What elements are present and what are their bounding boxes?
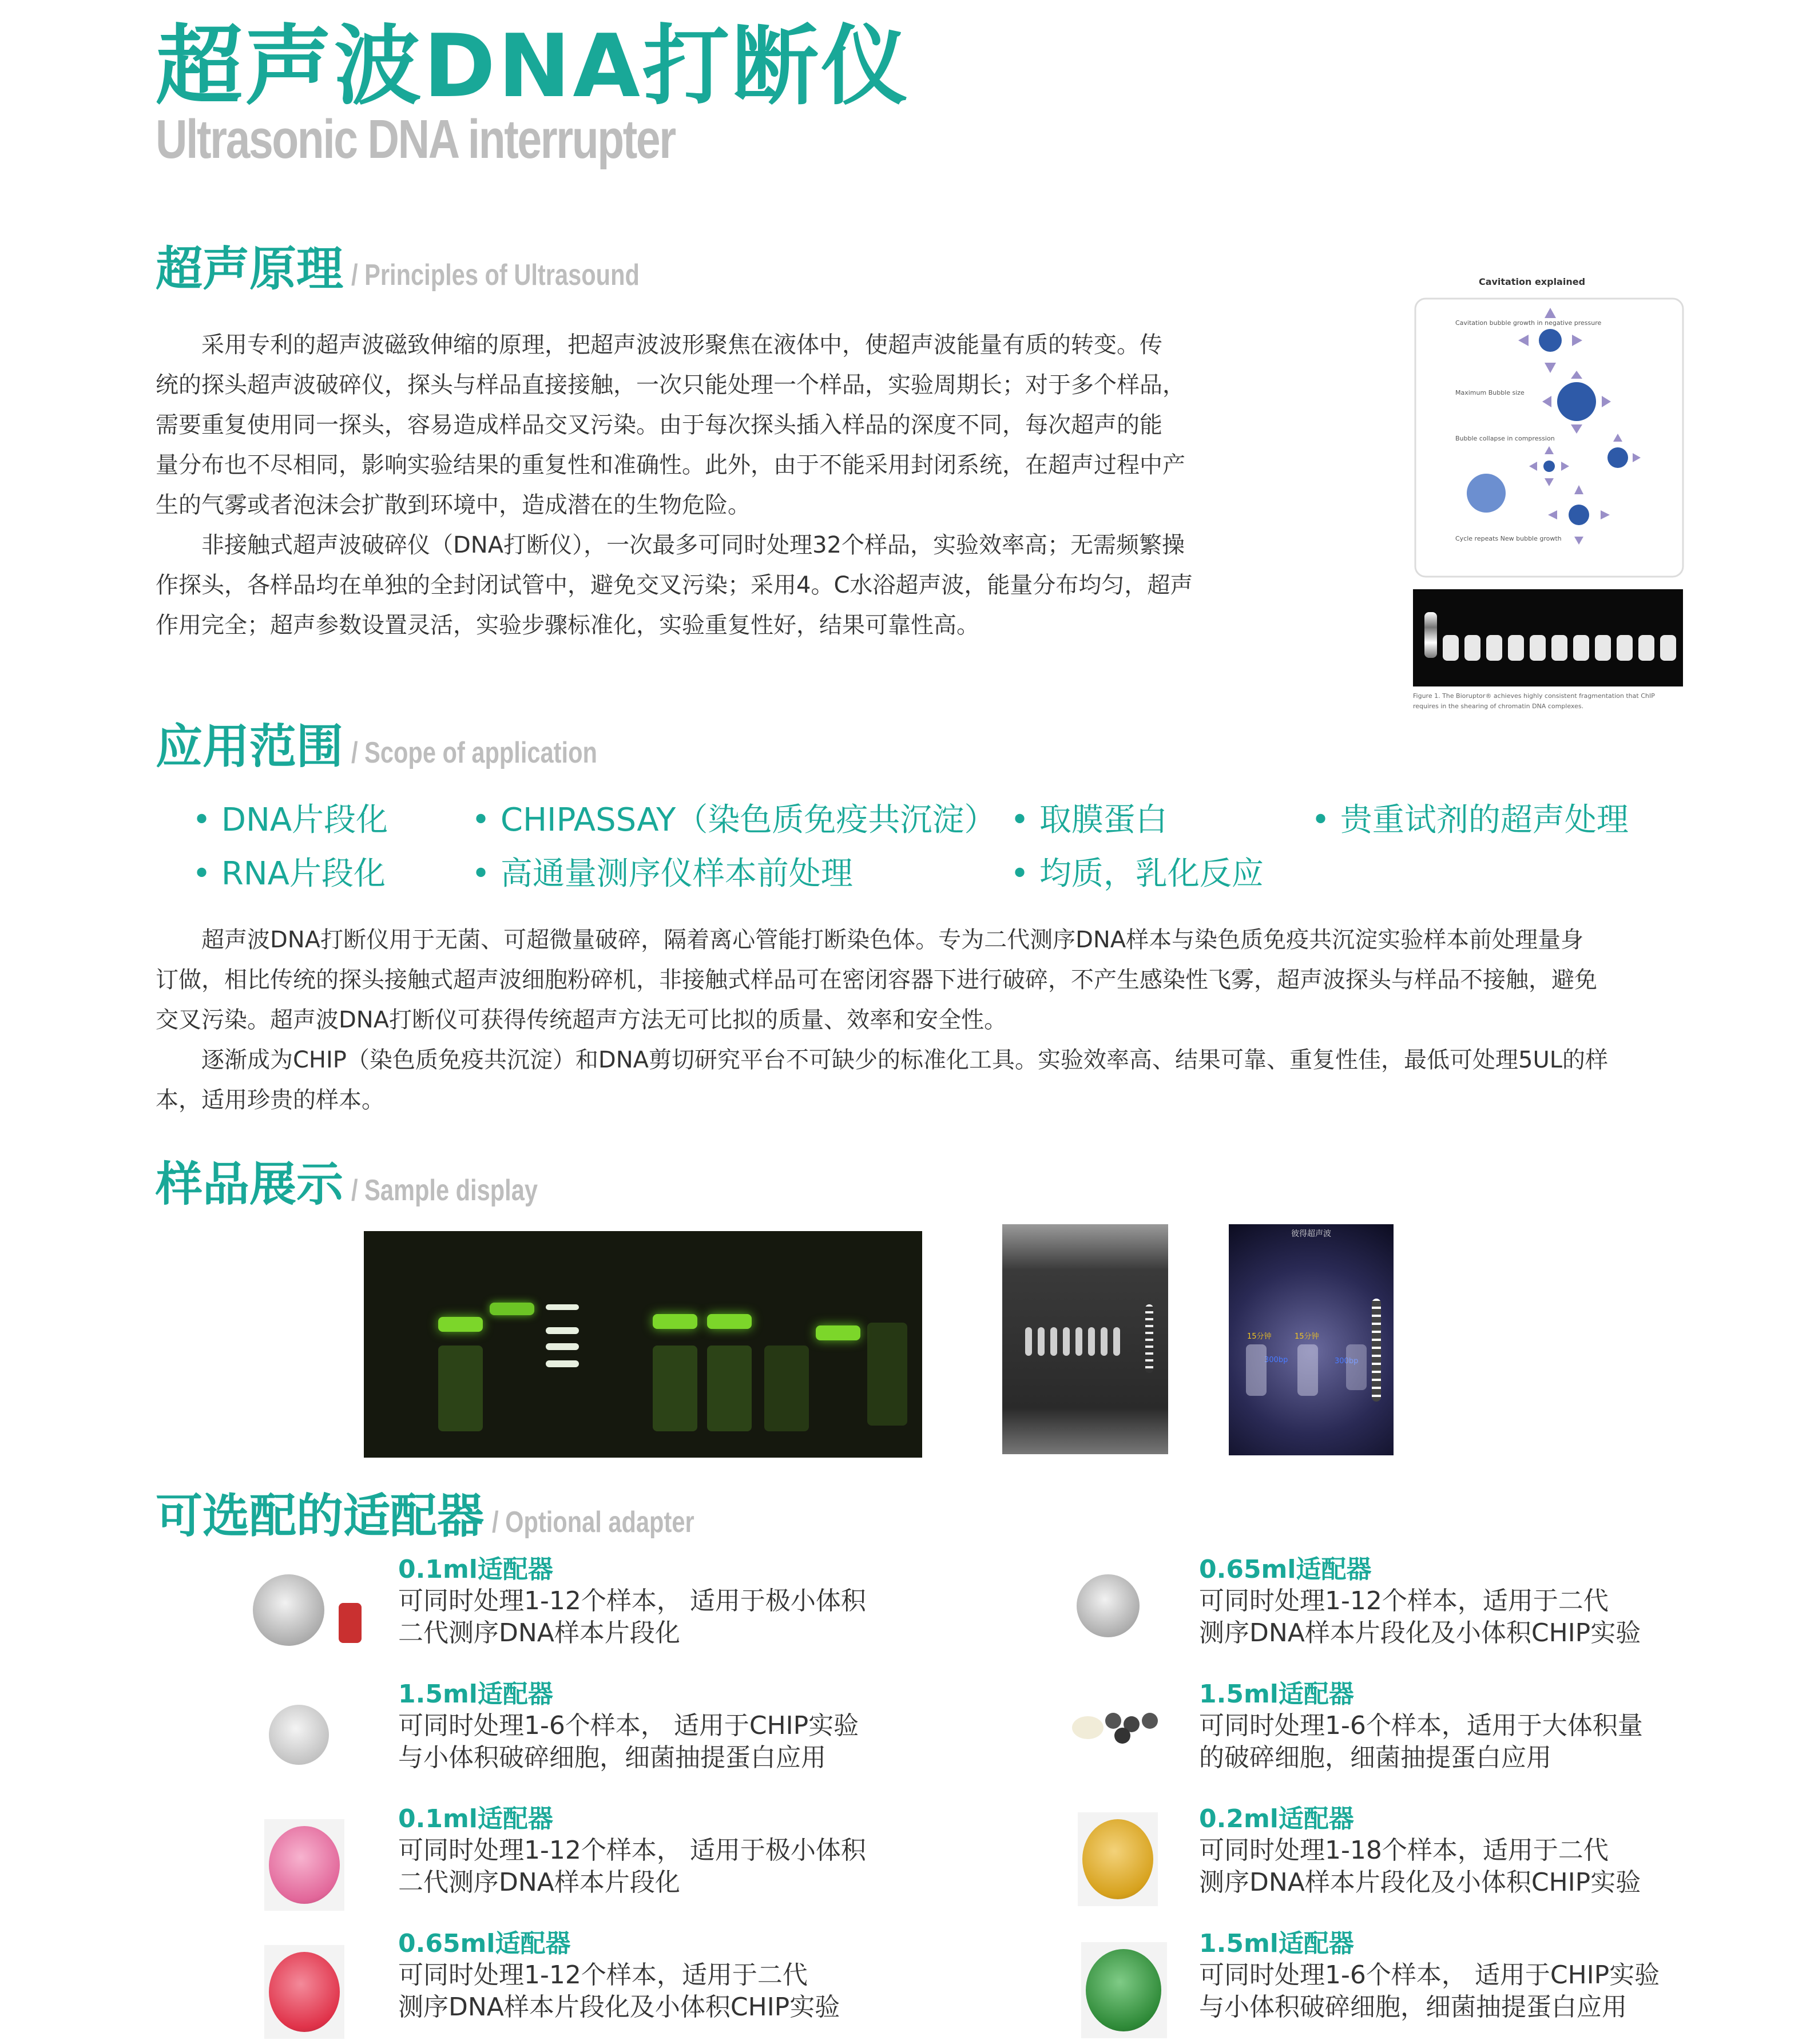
para-line: 需要重复使用同一探头，容易造成样品交叉污染。由于每次探头插入样品的深度不同，每次超声的能 (156, 412, 1162, 438)
adapter-desc: 与小体积破碎细胞，细菌抽提蛋白应用 (398, 1743, 826, 1772)
gel-marker: 300bp (1335, 1357, 1359, 1366)
para-line: 统的探头超声波破碎仪，探头与样品直接接触，一次只能处理一个样品，实验周期长；对于多个样品， (156, 372, 1185, 398)
adapter-desc: 测序DNA样本片段化及小体积CHIP实验 (398, 1992, 840, 2022)
para-line: 非接触式超声波破碎仪（DNA打断仪），一次最多可同时处理32个样品，实验效率高；无需频繁操 (201, 532, 1185, 558)
application-item: • 贵重试剂的超声处理 (1311, 804, 1629, 836)
adapter-desc: 可同时处理1-18个样本，适用于二代 (1199, 1835, 1609, 1865)
figure-title: Cavitation explained (1478, 276, 1586, 287)
figure-label: Bubble collapse in compression (1455, 435, 1555, 442)
adapter-title: 1.5ml适配器 (1199, 1680, 1354, 1709)
adapter-desc: 可同时处理1-12个样本，适用于二代 (398, 1960, 808, 1990)
adapter-image (264, 1819, 344, 1911)
application-item: • RNA片段化 (192, 858, 386, 890)
gel-label: 15分钟 (1295, 1332, 1319, 1341)
adapter-title: 1.5ml适配器 (398, 1680, 553, 1709)
adapter-desc: 的破碎细胞，细菌抽提蛋白应用 (1199, 1743, 1551, 1772)
cavitation-diagram (1412, 275, 1692, 584)
para-line: 量分布也不尽相同，影响实验结果的重复性和准确性。此外，由于不能采用封闭系统，在超声过程中产 (156, 452, 1185, 478)
figure-label: Cavitation bubble growth in negative pressure (1455, 319, 1602, 327)
adapter-image (1081, 1942, 1167, 2038)
heading-en: / Optional adapter (492, 1506, 694, 1539)
adapter-image (263, 1699, 338, 1768)
figure-label: Cycle repeats New bubble growth (1455, 535, 1562, 542)
para-line: 逐渐成为CHIP（染色质免疫共沉淀）和DNA剪切研究平台不可缺少的标准化工具。实验效率高、结果可靠、重复性佳，最低可处理5UL的样 (201, 1047, 1609, 1073)
adapter-card (1199, 1804, 1641, 1899)
adapter-desc: 可同时处理1-6个样本，适用于大体积量 (1199, 1710, 1643, 1740)
application-item: • 取膜蛋白 (1010, 804, 1168, 836)
section-heading-adapters (156, 1489, 745, 1543)
heading-text: 应用范围 (156, 720, 344, 774)
principles-text (156, 325, 1271, 645)
adapter-title: 0.65ml适配器 (1199, 1555, 1372, 1584)
heading-en: / Scope of application (351, 736, 597, 769)
heading-text: 可选配的适配器 (156, 1489, 485, 1543)
figure-label: Maximum Bubble size (1455, 389, 1525, 396)
para-line: 超声波DNA打断仪用于无菌、可超微量破碎，隔着离心管能打断染色体。专为二代测序DNA样本与染色质免疫共沉淀实验样本前处理量身 (201, 927, 1584, 953)
gel-title: 彼得超声波 (1291, 1229, 1331, 1239)
adapter-card (1199, 1555, 1641, 1649)
adapter-card (398, 1929, 840, 2023)
para-line: 采用专利的超声波磁致伸缩的原理，把超声波波形聚焦在液体中，使超声波能量有质的转变。传 (201, 332, 1162, 358)
application-text (156, 920, 1723, 1120)
application-item: • DNA片段化 (192, 804, 388, 836)
gel-image-purple (1229, 1224, 1394, 1455)
adapter-title: 0.2ml适配器 (1199, 1804, 1354, 1833)
heading-en: / Sample display (351, 1174, 538, 1207)
cavitation-figure (1412, 275, 1692, 584)
section-heading-samples (156, 1157, 585, 1212)
para-line: 本，适用珍贵的样本。 (156, 1087, 384, 1113)
adapter-card (398, 1555, 866, 1649)
page-title: 超声波DNA打断仪 (156, 15, 911, 117)
adapter-desc: 可同时处理1-12个样本， 适用于极小体积 (398, 1586, 866, 1616)
heading-text: 超声原理 (156, 242, 344, 296)
adapter-desc: 可同时处理1-6个样本， 适用于CHIP实验 (1199, 1960, 1660, 1990)
adapter-image (1071, 1569, 1151, 1640)
gel-marker: 300bp (1264, 1356, 1288, 1364)
fragmentation-gel (1413, 589, 1683, 686)
adapter-card (398, 1680, 859, 1774)
application-item: • 均质，乳化反应 (1010, 858, 1264, 890)
gel-image-gray (1002, 1224, 1168, 1454)
adapter-desc: 与小体积破碎细胞，细菌抽提蛋白应用 (1199, 1992, 1627, 2022)
adapter-desc: 测序DNA样本片段化及小体积CHIP实验 (1199, 1867, 1641, 1897)
adapter-desc: 测序DNA样本片段化及小体积CHIP实验 (1199, 1618, 1641, 1648)
section-heading-principles (156, 242, 712, 296)
adapter-desc: 可同时处理1-12个样本， 适用于极小体积 (398, 1835, 866, 1865)
adapter-title: 1.5ml适配器 (1199, 1929, 1354, 1958)
application-item: • CHIPASSAY（染色质免疫共沉淀） (471, 804, 996, 836)
gel-label: 15分钟 (1247, 1332, 1272, 1341)
heading-text: 样品展示 (156, 1157, 344, 1212)
adapter-title: 0.1ml适配器 (398, 1555, 553, 1584)
adapter-image (1069, 1710, 1163, 1745)
para-line: 订做，相比传统的探头接触式超声波细胞粉碎机，非接触式样品可在密闭容器下进行破碎，不产生感染性飞雾，超声波探头与样品不接触，避免 (156, 967, 1597, 993)
section-heading-application (156, 720, 658, 774)
adapter-desc: 二代测序DNA样本片段化 (398, 1867, 680, 1897)
adapter-image (1078, 1812, 1158, 1906)
para-line: 交叉污染。超声波DNA打断仪可获得传统超声方法无可比拟的质量、效率和安全性。 (156, 1007, 1007, 1033)
gel-image-green (364, 1231, 922, 1458)
adapter-image (247, 1569, 370, 1657)
adapter-desc: 二代测序DNA样本片段化 (398, 1618, 680, 1648)
adapter-desc: 可同时处理1-12个样本，适用于二代 (1199, 1586, 1609, 1616)
adapter-image (264, 1945, 344, 2039)
adapter-title: 0.65ml适配器 (398, 1929, 571, 1958)
adapter-desc: 可同时处理1-6个样本， 适用于CHIP实验 (398, 1710, 859, 1740)
page-subtitle: Ultrasonic DNA interrupter (156, 109, 675, 170)
figure-caption: Figure 1. The Bioruptor® achieves highly consistent fragmentation that ChIP requires in the shearing of chromatin DNA complexes. (1413, 692, 1655, 710)
application-item: • 高通量测序仪样本前处理 (471, 858, 853, 890)
para-line: 作用完全；超声参数设置灵活，实验步骤标准化，实验重复性好，结果可靠性高。 (156, 612, 979, 638)
adapter-card (1199, 1680, 1643, 1774)
adapter-card (398, 1804, 866, 1899)
heading-en: / Principles of Ultrasound (351, 259, 640, 292)
adapter-title: 0.1ml适配器 (398, 1804, 553, 1833)
adapter-card (1199, 1929, 1660, 2023)
para-line: 作探头，各样品均在单独的全封闭试管中，避免交叉污染；采用4。C水浴超声波，能量分布均匀，超声 (156, 572, 1193, 598)
para-line: 生的气雾或者泡沫会扩散到环境中，造成潜在的生物危险。 (156, 492, 751, 518)
